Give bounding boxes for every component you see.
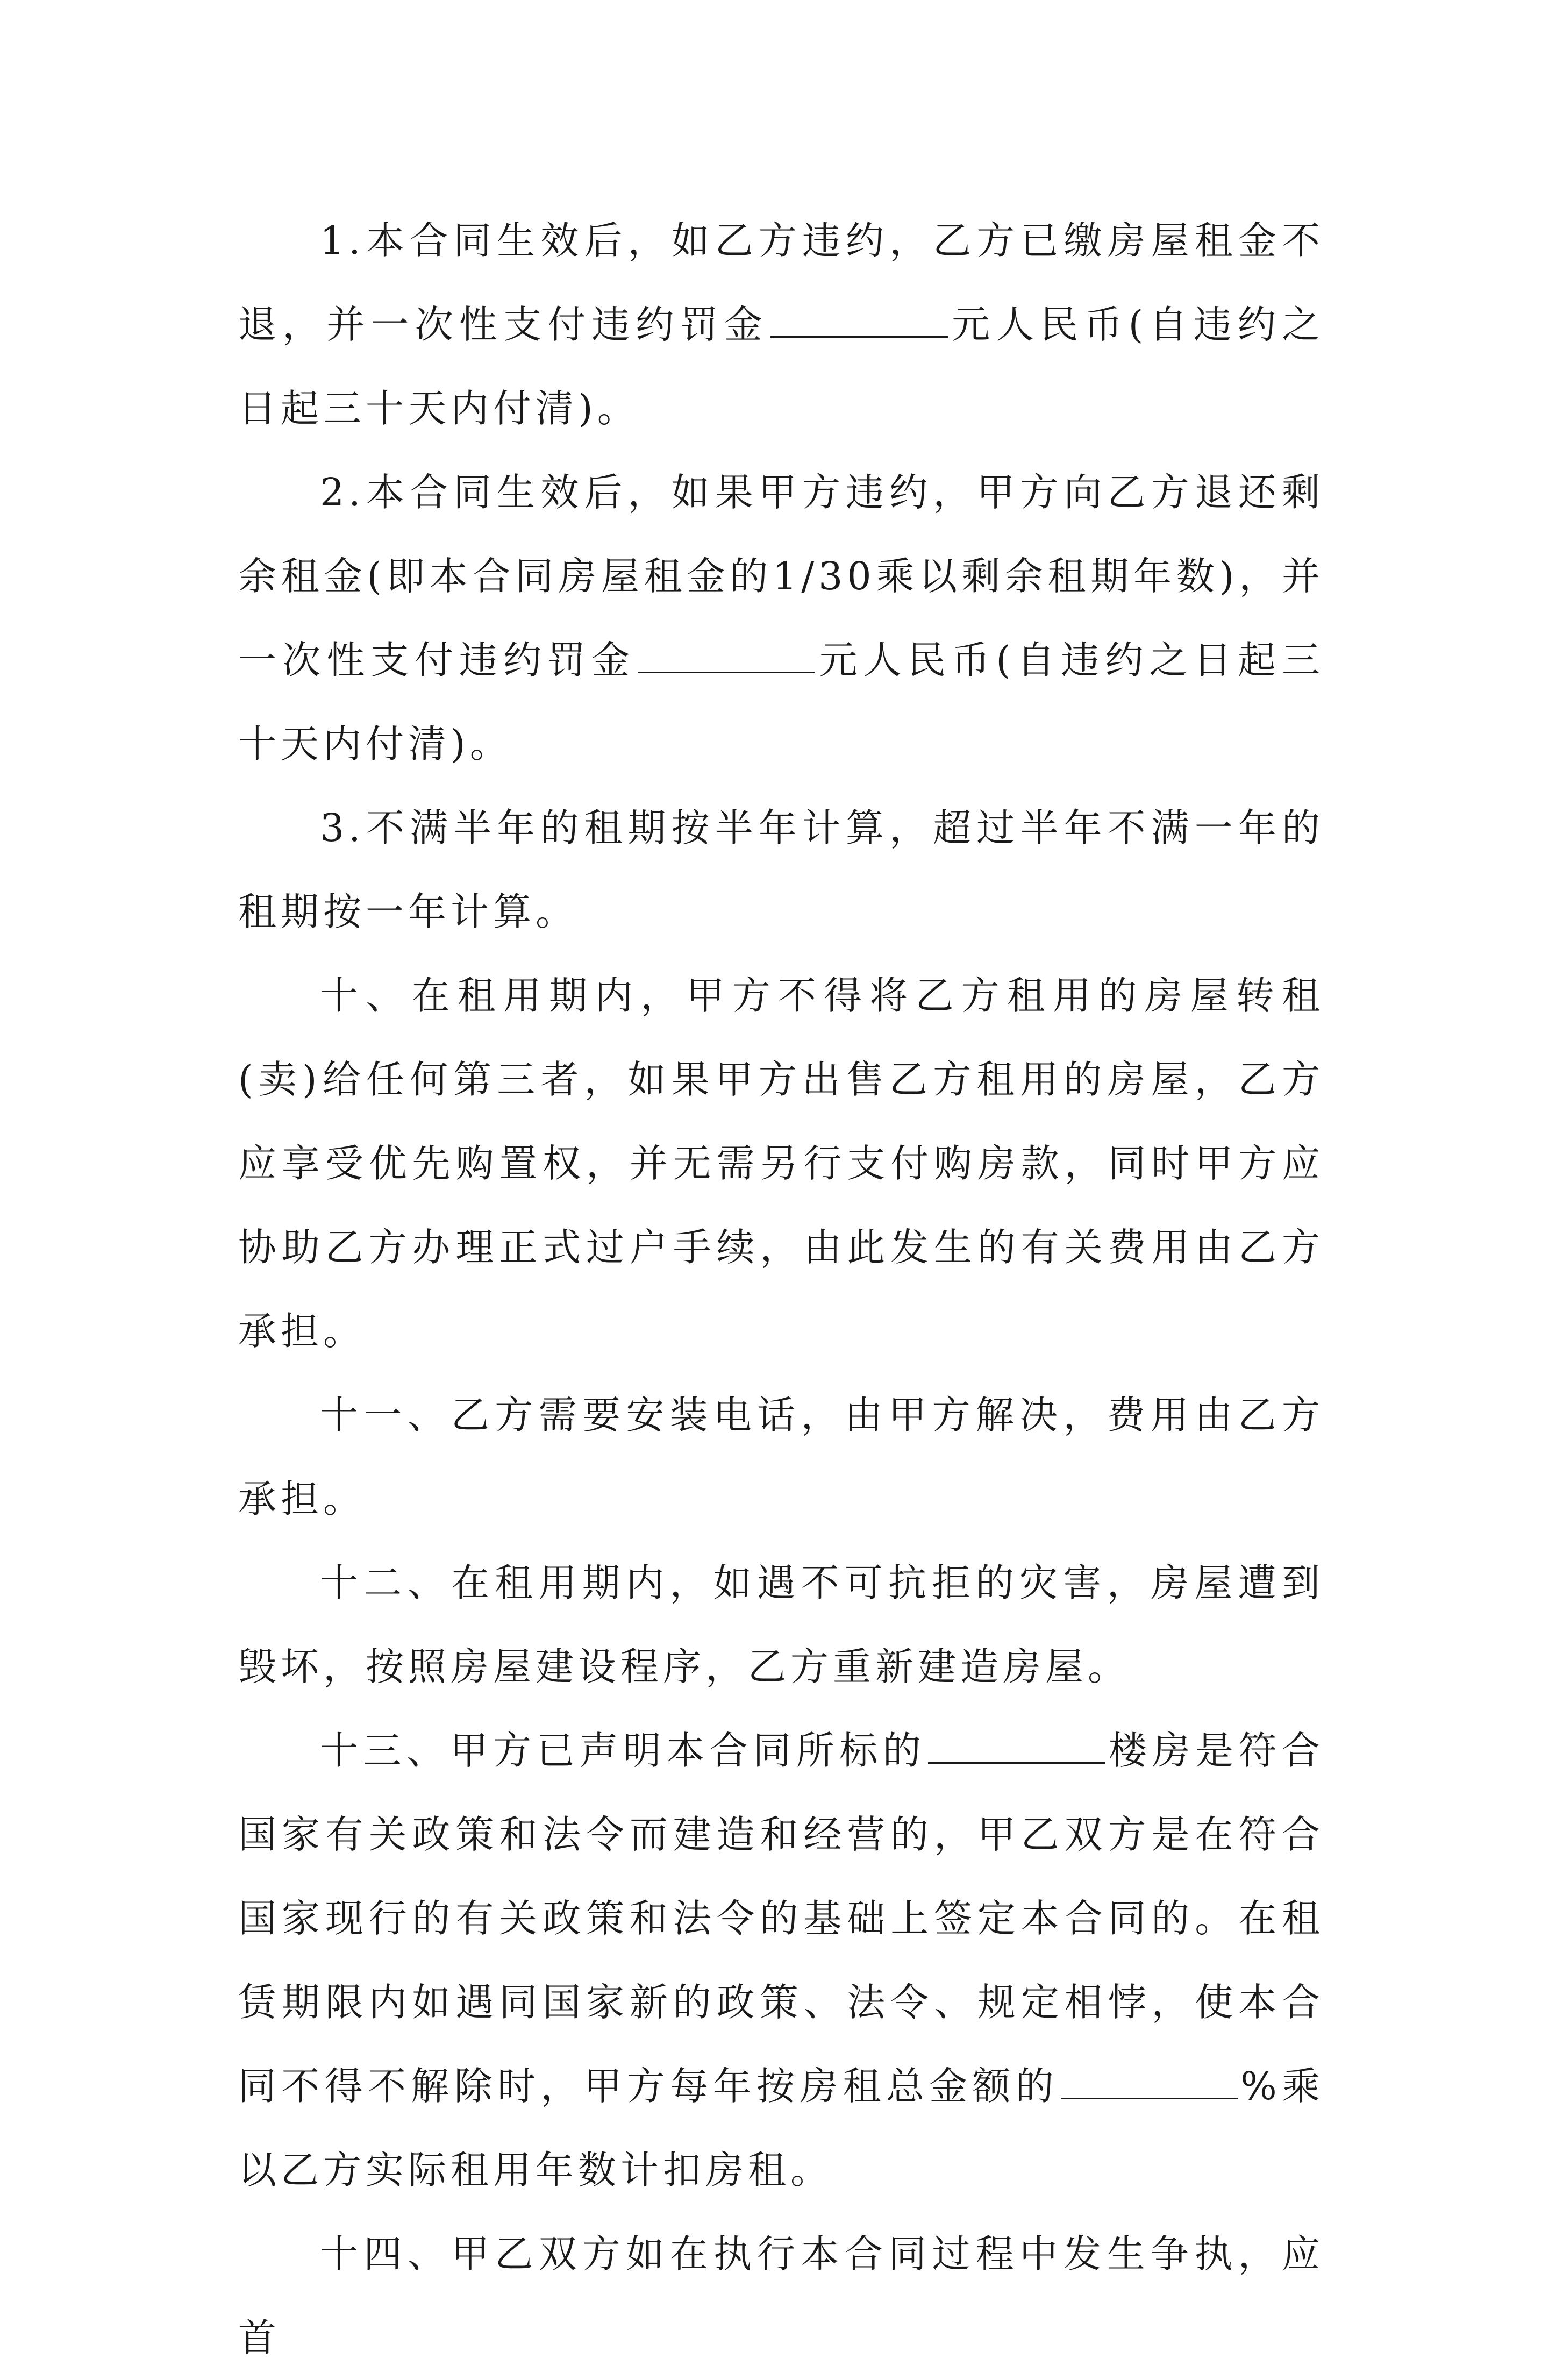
clause-paragraph-lease-period bbox=[238, 786, 1324, 954]
paragraph-text: 十二、在租用期内，如遇不可抗拒的灾害，房屋遭到毁坏，按照房屋建设程序，乙方重新建造房屋。 bbox=[238, 1560, 1324, 1689]
clause-paragraph-10 bbox=[238, 954, 1324, 1373]
paragraph-text: 元人民币(自违约之日起三十天内付清)。 bbox=[238, 302, 1324, 431]
fill-in-blank bbox=[770, 304, 948, 338]
paragraph-text: 3.不满半年的租期按半年计算，超过半年不满一年的租期按一年计算。 bbox=[238, 806, 1324, 934]
paragraph-text: 十三、甲方已声明本合同所标的 bbox=[320, 1728, 926, 1773]
clause-paragraph-13 bbox=[238, 1709, 1324, 2212]
clause-paragraph-14 bbox=[238, 2212, 1324, 2380]
paragraph-text: 十一、乙方需要安装电话，由甲方解决，费用由乙方承担。 bbox=[238, 1393, 1324, 1521]
clause-paragraph-penalty-landlord bbox=[238, 451, 1324, 786]
paragraph-text: 1.本合同生效后，如乙方违约，乙方已缴房屋租金不退，并一次性支付违约罚金 bbox=[238, 218, 1324, 347]
fill-in-blank bbox=[928, 1730, 1105, 1764]
clause-paragraph-penalty-tenant bbox=[238, 199, 1324, 451]
paragraph-text: 元人民币(自违约之日起三十天内付清)。 bbox=[238, 638, 1324, 766]
fill-in-blank bbox=[1061, 2065, 1238, 2099]
paragraph-text: 楼房是符合国家有关政策和法令而建造和经营的，甲乙双方是在符合国家现行的有关政策和法令的基础上签定本合同的。在租赁期限内如遇同国家新的政策、法令、规定相悖，使本合同不得不解除时，甲方每年按房租总金额的 bbox=[238, 1728, 1324, 2108]
fill-in-blank bbox=[638, 639, 815, 673]
document-body bbox=[238, 199, 1324, 2380]
clause-paragraph-12 bbox=[238, 1541, 1324, 1709]
paragraph-text: 十、在租用期内，甲方不得将乙方租用的房屋转租(卖)给任何第三者，如果甲方出售乙方租用的房屋，乙方应享受优先购置权，并无需另行支付购房款，同时甲方应协助乙方办理正式过户手续，由此发生的有关费用由乙方承担。 bbox=[238, 973, 1324, 1353]
clause-paragraph-11 bbox=[238, 1373, 1324, 1541]
paragraph-text: 十四、甲乙双方如在执行本合同过程中发生争执，应首 bbox=[238, 2232, 1324, 2360]
paragraph-text: %乘以乙方实际租用年数计扣房租。 bbox=[238, 2064, 1324, 2192]
paragraph-text: 2.本合同生效后，如果甲方违约，甲方向乙方退还剩余租金(即本合同房屋租金的1/30乘以剩余租期年数)，并一次性支付违约罚金 bbox=[238, 470, 1324, 682]
